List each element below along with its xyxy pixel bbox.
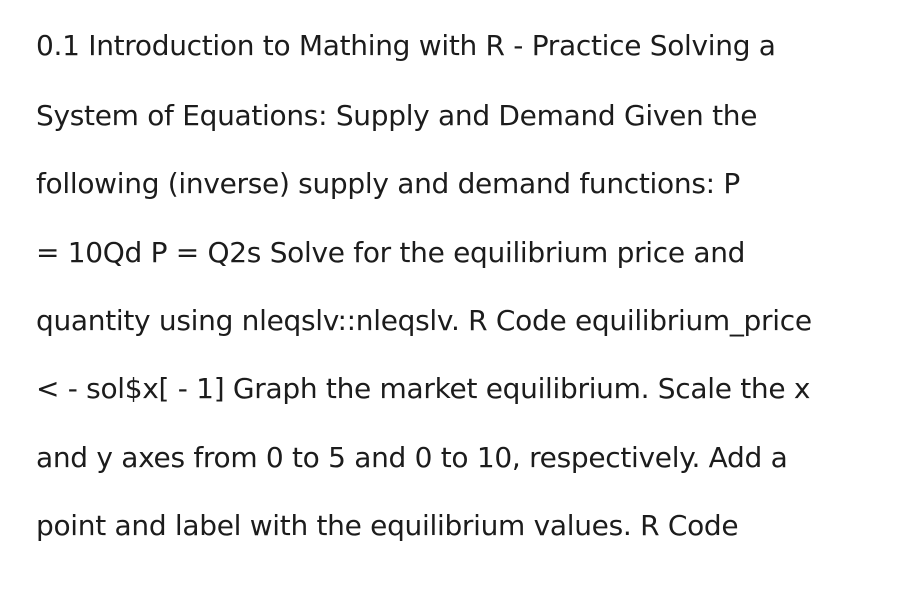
text-line-1: 0.1 Introduction to Mathing with R - Practice Solving a [36,29,776,62]
text-line-7: and y axes from 0 to 5 and 0 to 10, respectively. Add a [36,441,788,474]
text-line-8: point and label with the equilibrium values. R Code [36,509,739,542]
text-line-6: < - sol$x[ - 1] Graph the market equilibrium. Scale the x [36,372,811,405]
text-line-4: = 10Qd P = Q2s Solve for the equilibrium price and [36,236,746,269]
text-line-2: System of Equations: Supply and Demand Given the [36,99,758,132]
text-line-5: quantity using nleqslv::nleqslv. R Code equilibrium_price [36,304,812,337]
text-line-3: following (inverse) supply and demand functions: P [36,167,740,200]
